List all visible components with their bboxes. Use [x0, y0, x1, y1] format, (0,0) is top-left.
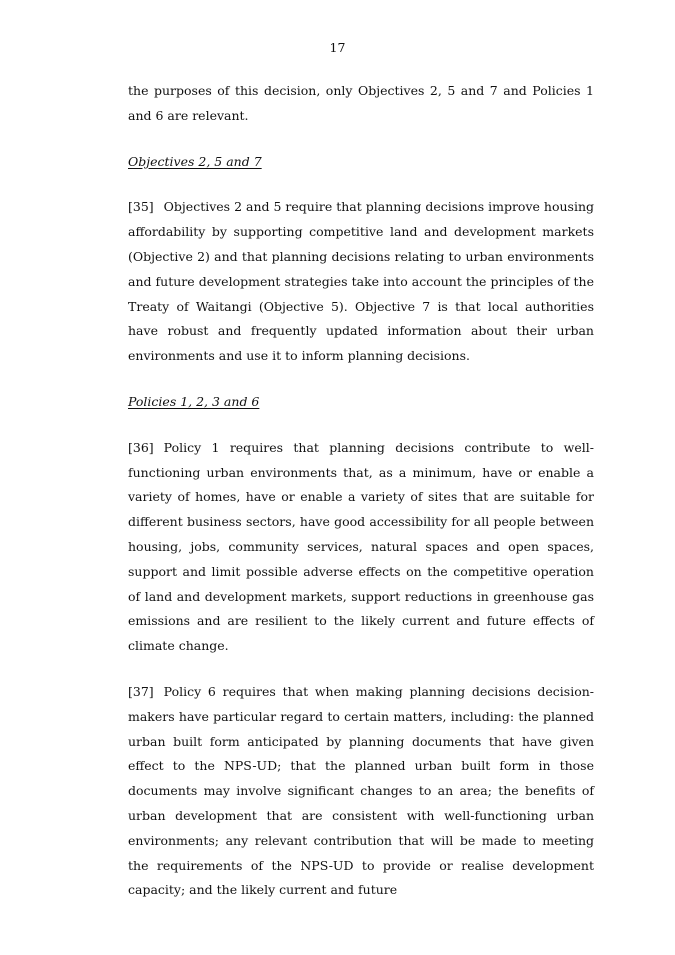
section-heading-policies-text: Policies 1, 2, 3 and 6 — [128, 393, 260, 409]
section-heading-policies — [128, 390, 594, 415]
paragraph-number: [36] — [128, 439, 154, 455]
paragraph-text: Policy 6 requires that when making planning decisions decision-makers have particular regard to certain matters, including: the planned urban built form anticipated by planning documents that have given effect to the NPS-UD; that the planned urban built form in those documents may involve significant changes to an area; the benefits of urban development that are consistent with well-functioning urban environments; any relevant contribution that will be made to meeting the requirements of the NPS-UD to provide or realise development capacity; and the likely current and future — [128, 683, 594, 898]
paragraph-text: Objectives 2 and 5 require that planning decisions improve housing affordability by supporting competitive land and development markets (Objective 2) and that planning decisions relating to urban environments and future development strategies take into account the principles of the Treaty of Waitangi (Objective 5). Objective 7 is that local authorities have robust and frequently updated information about their urban environments and use it to inform planning decisions. — [128, 199, 594, 364]
intro-paragraph: the purposes of this decision, only Objectives 2, 5 and 7 and Policies 1 and 6 are relevant. — [128, 83, 594, 123]
section-heading-objectives — [128, 150, 594, 175]
page-number: 17 — [329, 40, 346, 55]
paragraph-37 — [128, 680, 594, 903]
section-heading-objectives-text: Objectives 2, 5 and 7 — [128, 153, 262, 169]
paragraph-number: [35] — [128, 199, 154, 215]
paragraph-text: Policy 1 requires that planning decisions contribute to well-functioning urban environments that, as a minimum, have or enable a variety of homes, have or enable a variety of sites that are suitable for different business sectors, have good accessibility for all people between housing, jobs, community services, natural spaces and open spaces, support and limit possible adverse effects on the competitive operation of land and development markets, support reductions in greenhouse gas emissions and are resilient to the likely current and future effects of climate change. — [128, 439, 594, 654]
paragraph-35 — [128, 195, 594, 369]
document-body — [128, 79, 594, 903]
paragraph-36 — [128, 436, 594, 659]
paragraph-number: [37] — [128, 683, 154, 699]
